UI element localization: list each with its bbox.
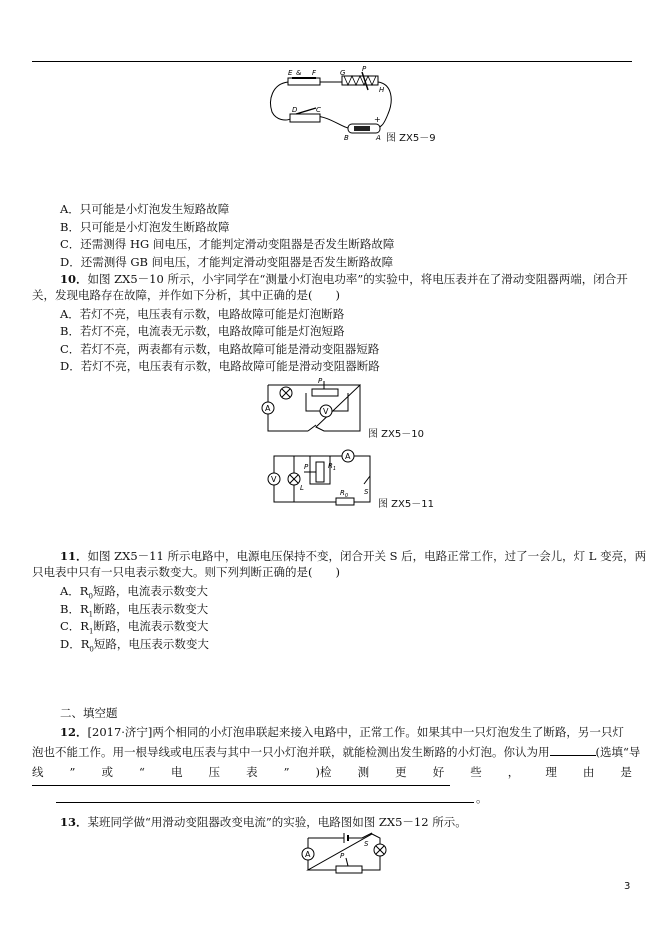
fig10-voltmeter-label: V <box>323 407 329 416</box>
label-c: C <box>316 106 321 114</box>
question-11-line2: 只电表中只有一只电表示数变大。则下列判断正确的是( ) <box>32 565 340 579</box>
question-12-line2-end: (选填“导 <box>595 745 641 759</box>
header-rule <box>32 61 632 62</box>
question-12-number: 12． <box>60 725 88 739</box>
label-d: D <box>292 106 298 114</box>
q11-option-a: A．$R_0$短路，电流表示数变大 <box>60 584 208 601</box>
q11-option-c: C．$R_1$断路，电流表示数变大 <box>60 619 209 636</box>
fig12-p-label: P <box>340 852 345 860</box>
label-plus: + <box>374 115 381 124</box>
question-13-number: 13． <box>60 815 88 829</box>
figure-zx5-11 <box>260 446 382 508</box>
label-p: P <box>362 65 367 73</box>
figure-caption-11: 图 ZX5－11 <box>378 499 434 510</box>
question-12-line1: [2017·济宁]两个相同的小灯泡串联起来接入电路中，正常工作。如果其中一只灯泡发生了断路，另一只灯 <box>87 725 624 739</box>
q9-option-d: D．还需测得 GB 间电压，才能判定滑动变阻器是否发生断路故障 <box>60 255 394 269</box>
fig10-p-label: P <box>318 377 323 385</box>
fig11-ammeter-label: A <box>345 452 351 461</box>
circuit-diagram-12 <box>292 828 392 878</box>
question-10-number: 10． <box>60 272 88 286</box>
q11-option-d: D．$R_0$短路，电压表示数变大 <box>60 637 209 654</box>
label-f: F <box>312 69 317 77</box>
question-12-line3: 线 ” 或 “ 电 压 表 ” )检 测 更 好 些 ， 理 由 是 <box>32 765 632 779</box>
answer-blank-1[interactable] <box>550 744 596 756</box>
q9-option-a: A．只可能是小灯泡发生短路故障 <box>60 202 230 216</box>
question-11-line1: 如图 ZX5－11 所示电路中，电源电压保持不变，闭合开关 S 后，电路正常工作，过了一会儿，灯 L 变亮，两 <box>87 549 647 563</box>
answer-end-mark: 。 <box>476 791 488 805</box>
q11-option-b: B．$R_1$断路，电压表示数变大 <box>60 602 209 619</box>
question-12 <box>32 724 641 780</box>
figure-zx5-10 <box>256 377 376 439</box>
circuit-diagram-10 <box>256 377 376 439</box>
label-a: A <box>376 134 381 142</box>
label-g: G <box>340 69 346 77</box>
q9-option-c: C．还需测得 HG 间电压，才能判定滑动变阻器是否发生断路故障 <box>60 237 395 251</box>
q10-option-c: C．若灯不亮，两表都有示数，电路故障可能是滑动变阻器短路 <box>60 342 380 356</box>
answer-line-1[interactable] <box>32 785 450 786</box>
fig11-p-label: P <box>304 463 309 471</box>
fig11-voltmeter-label: V <box>271 475 277 484</box>
label-h: H <box>379 86 385 94</box>
question-11-number: 11． <box>60 549 88 563</box>
section-heading-fill-in: 二、填空题 <box>60 706 118 720</box>
fig10-ammeter-label: A <box>265 404 271 413</box>
answer-line-2[interactable] <box>56 802 474 803</box>
circuit-diagram-11 <box>260 446 382 508</box>
fig12-ammeter-label: A <box>305 850 311 859</box>
label-e: E <box>288 69 293 77</box>
fig11-s-label: S <box>364 488 369 496</box>
fig11-l-label: L <box>300 484 304 492</box>
q10-option-d: D．若灯不亮，电压表有示数，电路故障可能是滑动变阻器断路 <box>60 359 380 373</box>
fig11-r1-label: $R_1$ <box>328 462 337 472</box>
page-number: 3 <box>624 881 631 892</box>
question-11 <box>32 548 647 580</box>
label-d-sym: & <box>296 69 302 77</box>
question-12-line2: 泡也不能工作。用一根导线或电压表与其中一只小灯泡并联，就能检测出发生断路的小灯泡。你认为用 <box>32 745 550 759</box>
q10-option-a: A．若灯不亮，电压表有示数，电路故障可能是灯泡断路 <box>60 307 345 321</box>
question-13-text: 某班同学做“用滑动变阻器改变电流”的实验，电路图如图 ZX5－12 所示。 <box>87 815 467 829</box>
q9-option-b: B．只可能是小灯泡发生断路故障 <box>60 220 230 234</box>
question-10 <box>32 271 632 303</box>
fig12-s-label: S <box>364 840 369 848</box>
fig11-r0-label: $R_0$ <box>340 489 349 499</box>
q10-option-b: B．若灯不亮，电流表无示数，电路故障可能是灯泡短路 <box>60 324 345 338</box>
figure-caption-10: 图 ZX5－10 <box>368 429 424 440</box>
question-10-line1: 如图 ZX5－10 所示，小宇同学在“测量小灯泡电功率”的实验中，将电压表并在了滑动变阻器两端，闭合开 <box>87 272 628 286</box>
label-b: B <box>344 134 349 142</box>
figure-caption-9: 图 ZX5－9 <box>386 133 436 144</box>
question-10-line2: 关，发现电路存在故障，并作如下分析，其中正确的是( ) <box>32 288 340 302</box>
figure-zx5-12 <box>292 828 392 878</box>
